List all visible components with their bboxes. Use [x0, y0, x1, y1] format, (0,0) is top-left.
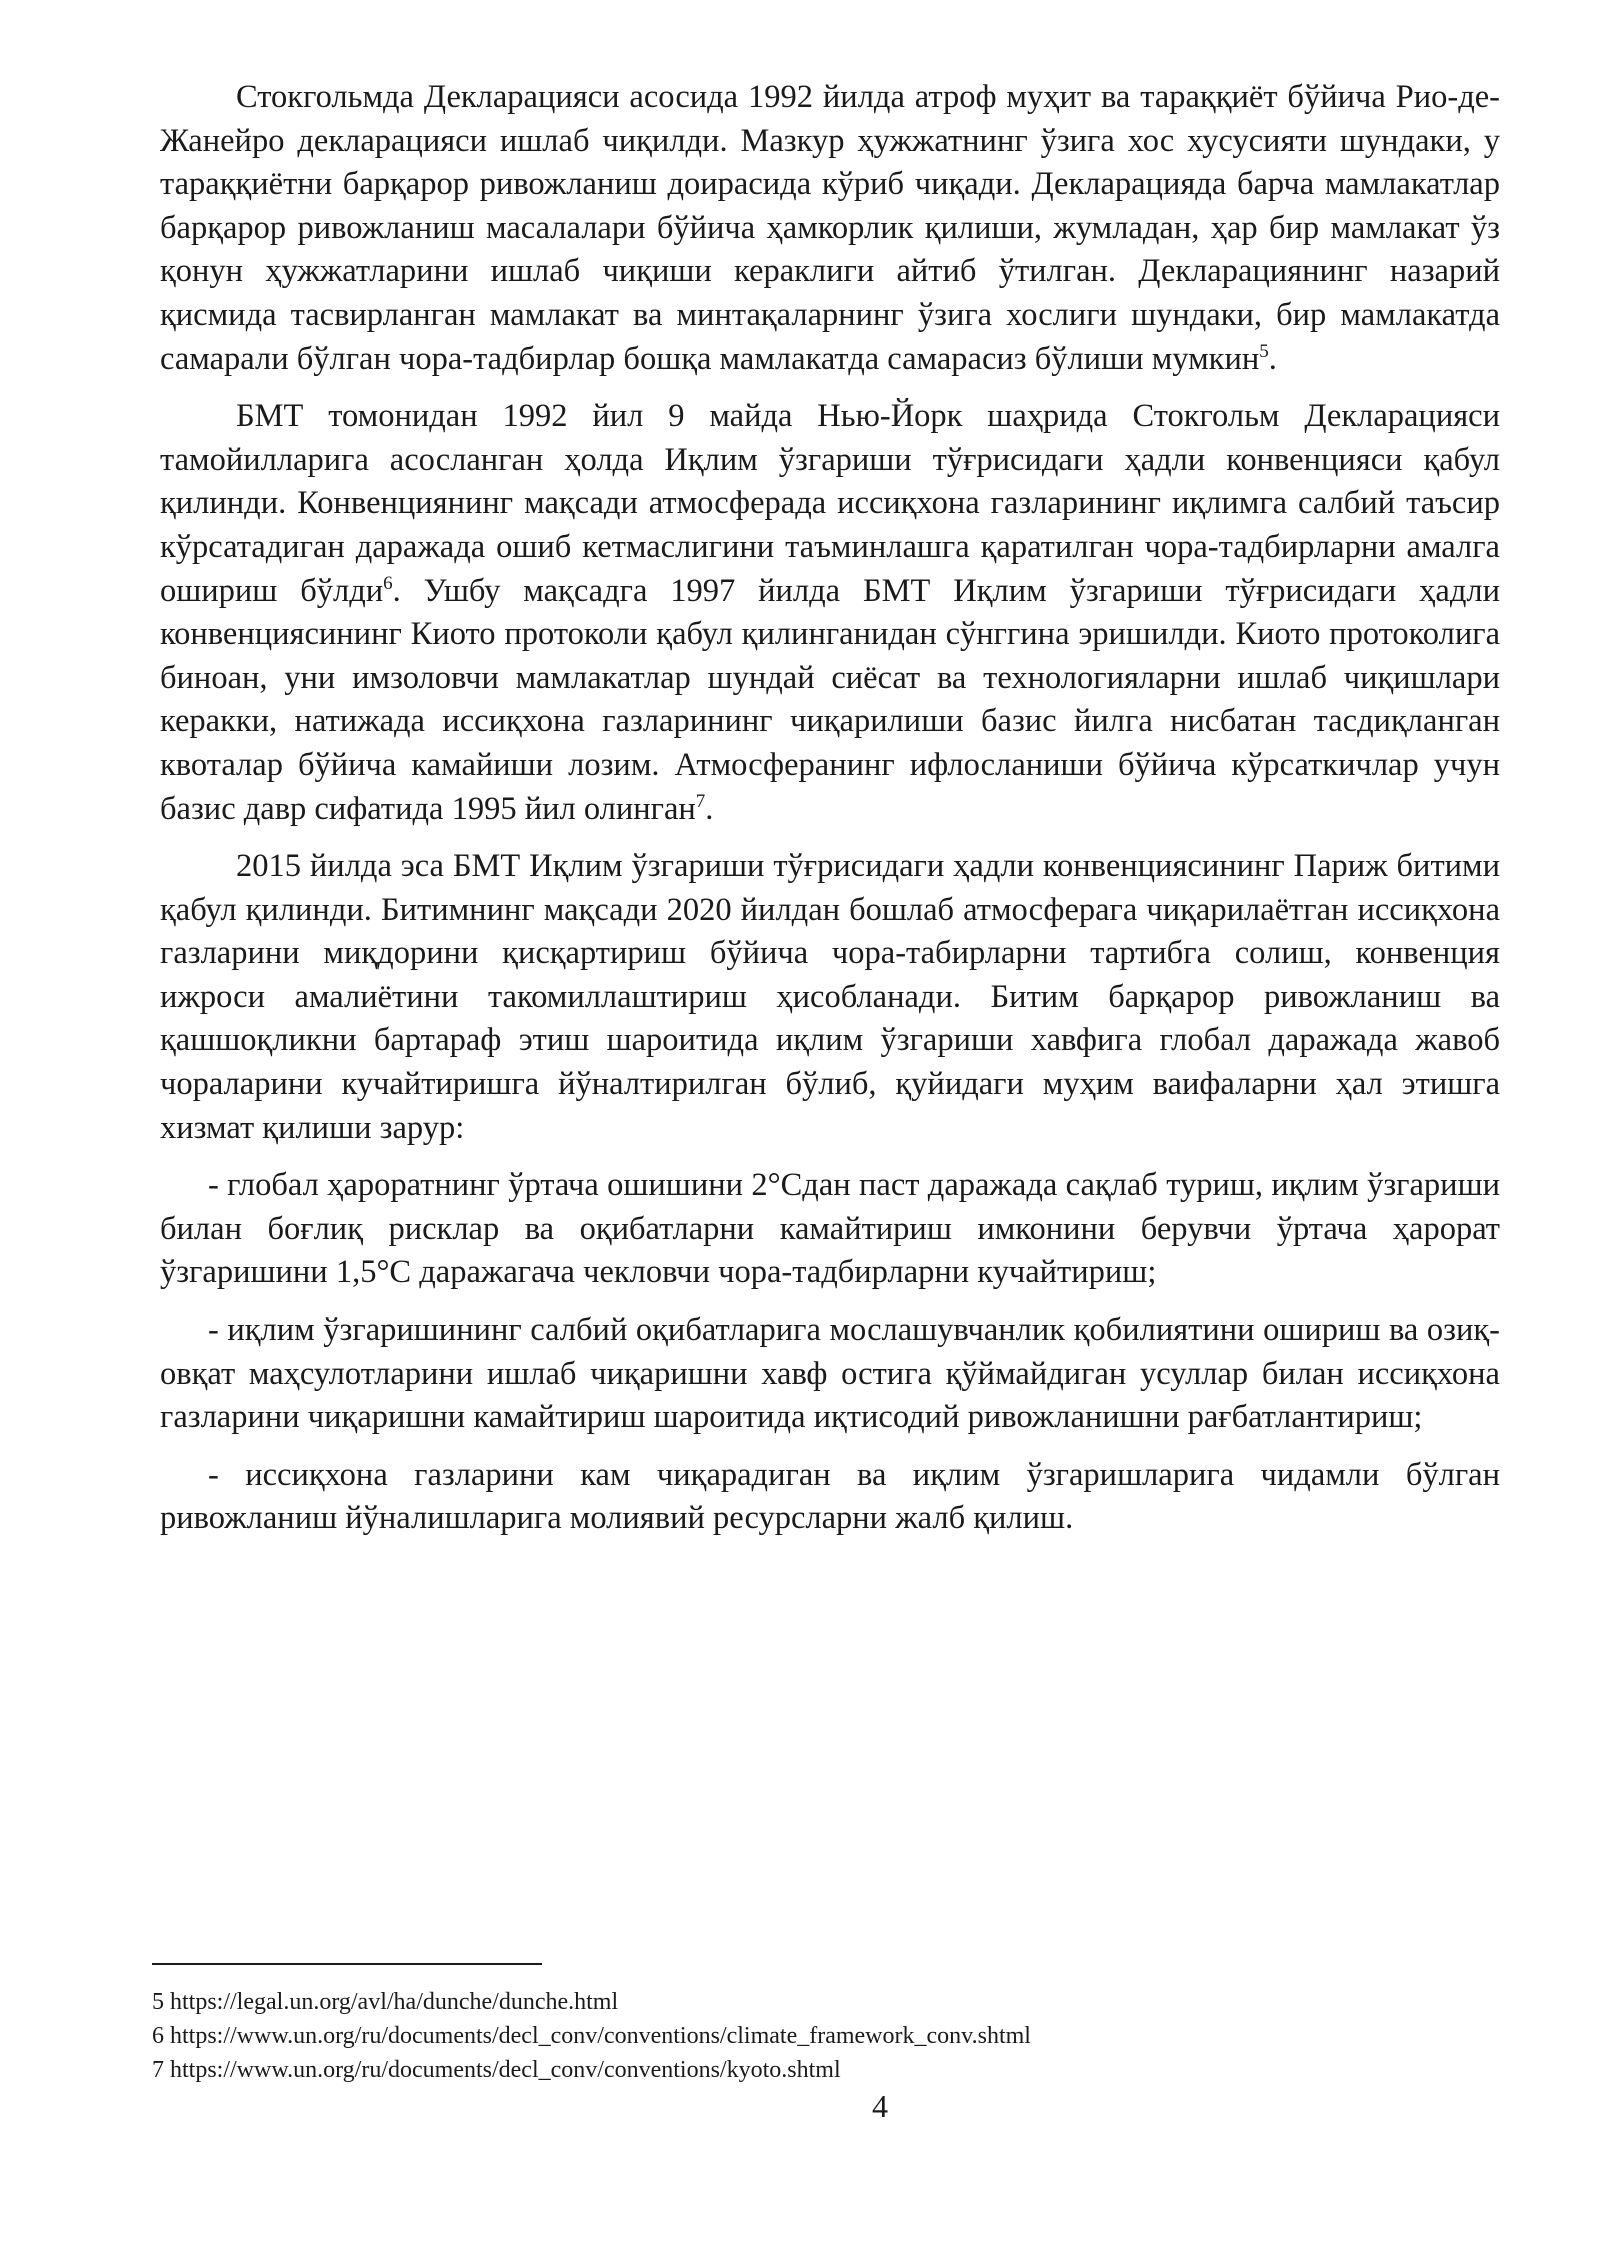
- footnote-separator: [152, 1963, 542, 1965]
- footnote-7[interactable]: 7 https://www.un.org/ru/documents/decl_conv/conventions/kyoto.shtml: [152, 2057, 841, 2083]
- paragraph-paris-agreement: [160, 845, 1500, 1150]
- paragraph-text: Стокгольмда Декларацияси асосида 1992 йилда атроф муҳит ва тараққиёт бўйича Рио-де-Жанейро декларацияси ишлаб чиқилди. Мазкур ҳужжатнинг ўзига хос хусусияти шундаки, у тараққиётни барқарор ривожланиш доирасида кўриб чиқади. Декларацияда барча мамлакатлар барқарор ривожланиш масалалари бўйича ҳамкорлик қилиши, жумладан, ҳар бир мамлакат ўз қонун ҳужжатларини ишлаб чиқиши кераклиги айтиб ўтилган. Декларациянинг назарий қисмида тасвирланган мамлакат ва минтақаларнинг ўзига хослиги шундаки, бир мамлакатда самарали бўлган чора-тадбирлар бошқа мамлакатда самарасиз бўлиши мумкин: [160, 79, 1500, 377]
- paragraph-climate-convention: [160, 395, 1500, 831]
- list-item-text: - иқлим ўзгаришининг салбий оқибатларига мослашувчанлик қобилиятини ошириш ва озиқ-овқат маҳсулотларини ишлаб чиқаришни хавф остига қўймайдиган усуллар билан иссиқхона газларини чиқаришни камайтириш шароитида иқтисодий ривожланишни рағбатлантириш;: [160, 1312, 1500, 1436]
- paragraph-tail: . Ушбу мақсадга 1997 йилда БМТ Иқлим ўзгариши тўғрисидаги ҳадли конвенциясининг Киото протоколи қабул қилинганидан сўнггина эришилди. Киото протоколига биноан, уни имзоловчи мамлакатлар шундай сиёсат ва технологияларни ишлаб чиқишлари керакки, натижада иссиқхона газларининг чиқарилиши базис йилга нисбатан тасдиқланган квоталар бўйича камайиши лозим. Атмосферанинг ифлосланиши бўйича кўрсаткичлар учун базис давр сифатида 1995 йил олинган: [160, 572, 1500, 827]
- paragraph-rio-declaration: [160, 76, 1500, 381]
- paragraph-text: БМТ томонидан 1992 йил 9 майда Нью-Йорк шаҳрида Стокгольм Декларацияси тамойилларига асосланган ҳолда Иқлим ўзгариши тўғрисидаги ҳадли конвенцияси қабул қилинди. Конвенциянинг мақсади атмосферада иссиқхона газларининг иқлимга салбий таъсир кўрсатадиган даражада ошиб кетмаслигини таъминлашга қаратилган чора-тадбирларни амалга ошириш бўлди: [160, 398, 1500, 609]
- list-item: [160, 1454, 1500, 1541]
- page-number: 4: [872, 2088, 888, 2124]
- list-item: [160, 1309, 1500, 1440]
- footnote-ref-6[interactable]: 6: [383, 572, 393, 594]
- paragraph-tail: .: [1268, 340, 1277, 377]
- list-item-text: - иссиқхона газларини кам чиқарадиган ва иқлим ўзгаришларига чидамли бўлган ривожланиш йўналишларига молиявий ресурсларни жалб қилиш.: [160, 1456, 1500, 1537]
- footnote-5[interactable]: 5 https://legal.un.org/avl/ha/dunche/dunche.html: [152, 1989, 619, 2015]
- paragraph-text: 2015 йилда эса БМТ Иқлим ўзгариши тўғрисидаги ҳадли конвенциясининг Париж битими қабул қилинди. Битимнинг мақсади 2020 йилдан бошлаб атмосферага чиқарилаётган иссиқхона газларини миқдорини қисқартириш бўйича чора-табирларни тартибга солиш, конвенция ижроси амалиётини такомиллаштириш ҳисобланади. Битим барқарор ривожланиш ва қашшоқликни бартараф этиш шароитида иқлим ўзгариши хавфига глобал даражада жавоб чораларини кучайтиришга йўналтирилган бўлиб, қуйидаги муҳим ваифаларни ҳал этишга хизмат қилиши зарур:: [160, 848, 1500, 1146]
- footnote-ref-5[interactable]: 5: [1259, 340, 1269, 362]
- footnotes: [152, 1985, 1512, 2087]
- list-item-text: - глобал ҳароратнинг ўртача ошишини 2°Сдан паст даражада сақлаб туриш, иқлим ўзгариши билан боғлиқ рисклар ва оқибатларни камайтириш имконини берувчи ўртача ҳарорат ўзгаришини 1,5°С даражагача чекловчи чора-тадбирларни кучайтириш;: [160, 1167, 1500, 1291]
- main-text: [160, 76, 1500, 1555]
- footnote-6[interactable]: 6 https://www.un.org/ru/documents/decl_conv/conventions/climate_framework_conv.shtml: [152, 2023, 1031, 2049]
- paragraph-tail: .: [705, 790, 714, 827]
- footnote-ref-7[interactable]: 7: [695, 790, 706, 812]
- list-item: [160, 1164, 1500, 1295]
